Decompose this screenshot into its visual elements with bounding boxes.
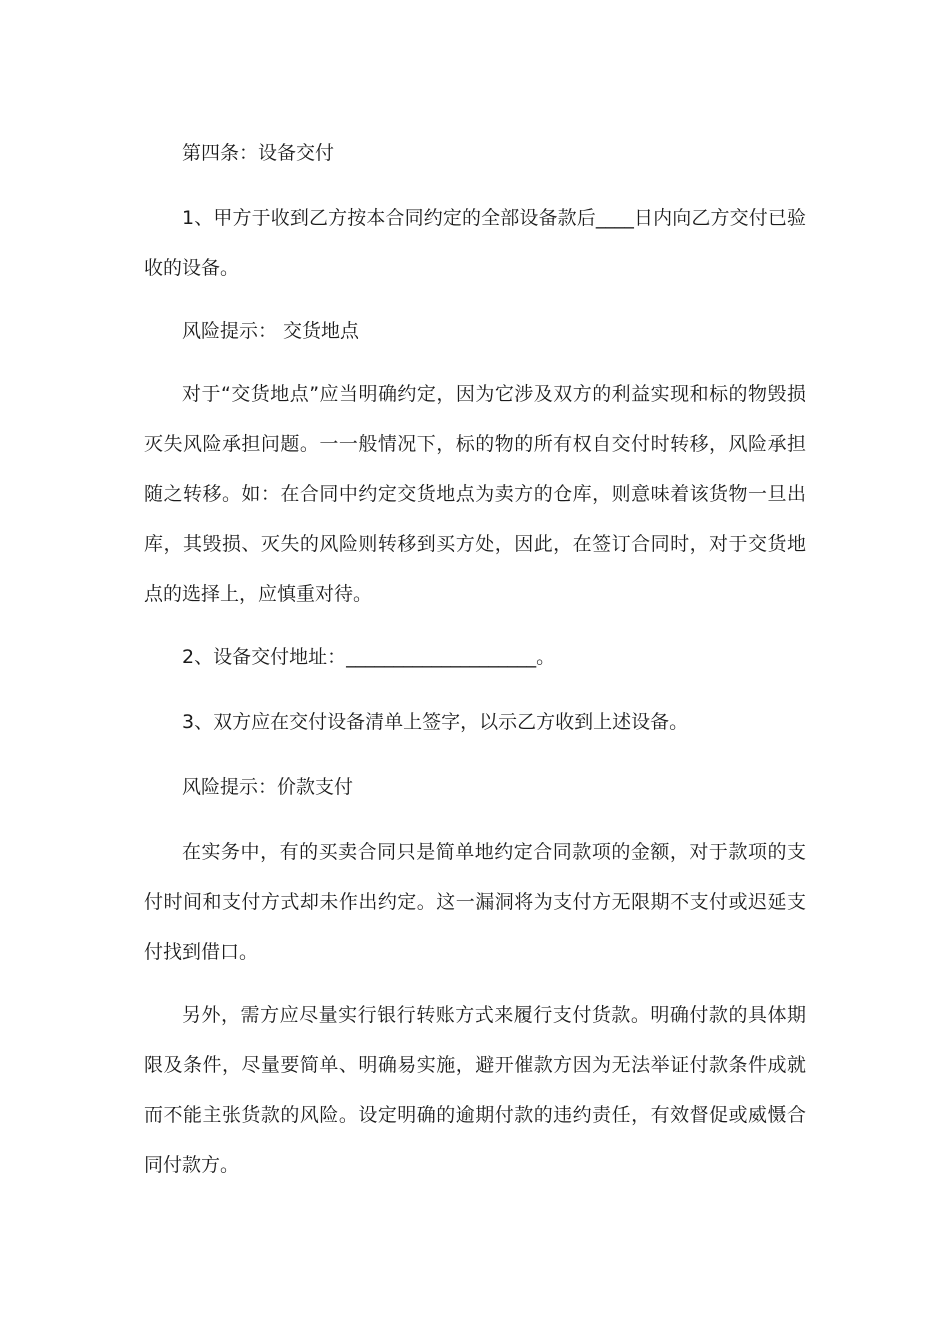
- risk-tip-delivery-location-body: 对于“交货地点”应当明确约定，因为它涉及双方的利益实现和标的物毁损灭失风险承担问题。一一般情况下，标的物的所有权自交付时转移，风险承担随之转移。如：在合同中约定交货地点为卖方的仓库，则意味着该货物一旦出库，其毁损、灭失的风险则转移到买方处，因此，在签订合同时，对于交货地点的选择上，应慎重对待。: [144, 383, 806, 605]
- document-body: [144, 128, 806, 1190]
- risk-tip-payment-body: 在实务中，有的买卖合同只是简单地约定合同款项的金额，对于款项的支付时间和支付方式却未作出约定。这一漏洞将为支付方无限期不支付或迟延支付找到借口。: [144, 841, 806, 963]
- article-heading: 第四条：设备交付: [182, 142, 335, 164]
- risk-tip-delivery-location-heading: 风险提示： 交货地点: [182, 320, 360, 342]
- risk-tip-payment-heading: 风险提示：价款支付: [182, 776, 354, 798]
- clause-2: 2、设备交付地址：____________________。: [182, 646, 556, 668]
- clause-3: 3、双方应在交付设备清单上签字，以示乙方收到上述设备。: [182, 711, 689, 733]
- payment-advice-paragraph: 另外，需方应尽量实行银行转账方式来履行支付货款。明确付款的具体期限及条件，尽量要简单、明确易实施，避开催款方因为无法举证付款条件成就而不能主张货款的风险。设定明确的逾期付款的违约责任，有效督促或威慑合同付款方。: [144, 1004, 806, 1176]
- clause-1: 1、甲方于收到乙方按本合同约定的全部设备款后____日内向乙方交付已验收的设备。: [144, 207, 806, 279]
